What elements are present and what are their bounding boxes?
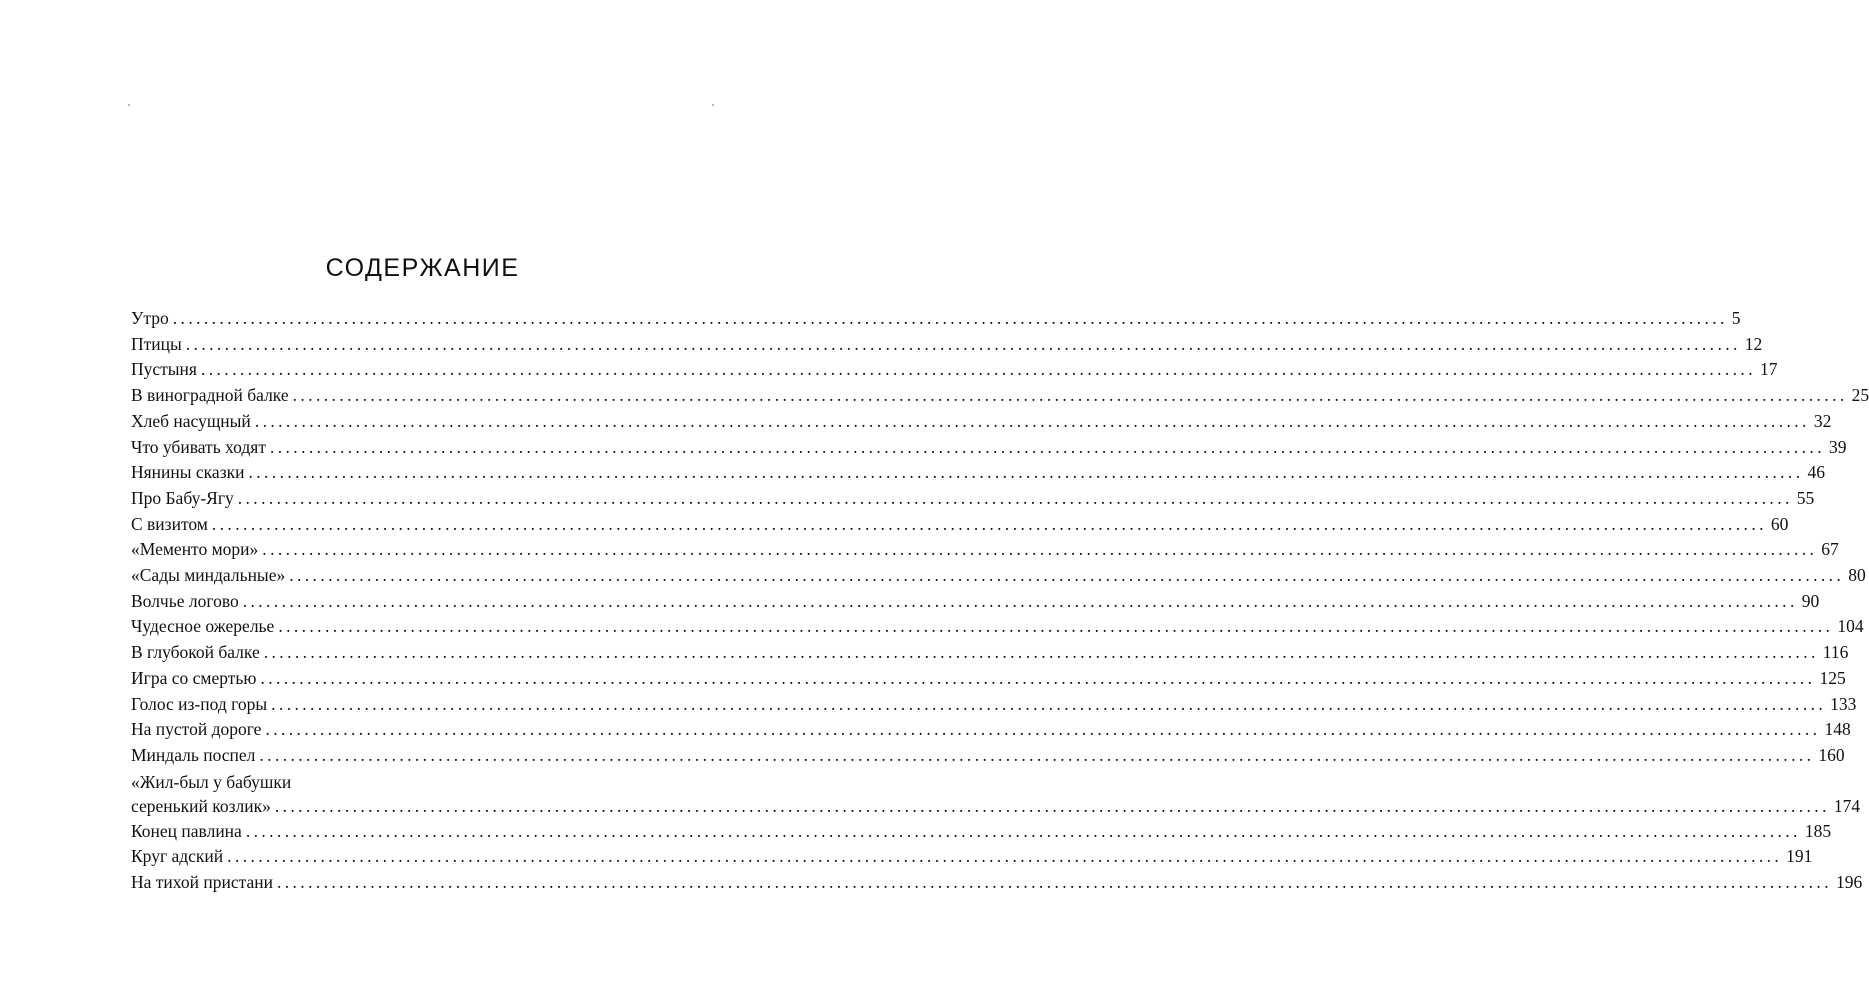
toc-entry-title: Нянины сказки — [131, 462, 245, 483]
toc-entry-page: 160 — [1818, 744, 1845, 765]
dot-leader: ........................................................................................................................................................................................................ — [248, 462, 1804, 483]
toc-entry-page: 60 — [1770, 513, 1789, 534]
dot-leader: ........................................................................................................................................................................................................ — [274, 795, 1830, 816]
toc-entry-title: Хлеб насущный — [131, 410, 251, 431]
toc-entry-page: 39 — [1828, 436, 1847, 457]
toc-entry — [131, 332, 1763, 358]
dot-leader: ........................................................................................................................................................................................................ — [227, 846, 1783, 867]
toc-entry — [131, 870, 1863, 896]
toc-entry-page: 67 — [1821, 539, 1839, 560]
toc-entry-page: 148 — [1824, 719, 1851, 740]
toc-entry-title-line1: «Жил-был у бабушки — [131, 771, 292, 792]
dot-leader: ........................................................................................................................................................................................................ — [271, 693, 1827, 714]
dot-leader: ........................................................................................................................................................................................................ — [237, 487, 1793, 508]
toc-entry — [131, 512, 1789, 538]
dot-leader: ........................................................................................................................................................................................................ — [262, 539, 1818, 560]
toc-entry — [131, 357, 1778, 383]
toc-entry-title: «Сады миндальные» — [131, 565, 286, 586]
toc-entry — [131, 563, 1866, 589]
toc-entry — [131, 589, 1820, 615]
dot-leader: ........................................................................................................................................................................................................ — [245, 820, 1801, 841]
dot-leader: ........................................................................................................................................................................................................ — [292, 385, 1848, 406]
table-of-contents — [131, 306, 1869, 896]
toc-entry-title: «Мементо мори» — [131, 539, 259, 560]
toc-entry-title: В виноградной балке — [131, 385, 289, 406]
toc-entry — [131, 306, 1741, 332]
dot-leader: ........................................................................................................................................................................................................ — [276, 872, 1832, 893]
toc-entry — [131, 460, 1825, 486]
toc-entry-title: Игра со смертью — [131, 667, 257, 688]
toc-entry-page: 196 — [1835, 872, 1863, 893]
dot-leader: ........................................................................................................................................................................................................ — [260, 667, 1816, 688]
toc-entry-page: 185 — [1804, 820, 1832, 841]
page-title: СОДЕРЖАНИЕ — [325, 254, 520, 282]
toc-entry-page: 55 — [1796, 487, 1815, 508]
toc-entry-title: С визитом — [131, 513, 208, 534]
dot-leader: ........................................................................................................................................................................................................ — [289, 565, 1845, 586]
toc-entry-second-row — [131, 794, 1861, 818]
dot-leader: ........................................................................................................................................................................................................ — [265, 719, 1821, 740]
toc-entry — [131, 844, 1813, 870]
toc-entry — [131, 409, 1832, 435]
toc-entry — [131, 486, 1815, 512]
dot-leader: ........................................................................................................................................................................................................ — [259, 744, 1815, 765]
toc-entry-page: 174 — [1833, 795, 1861, 816]
dot-leader: ........................................................................................................................................................................................................ — [278, 616, 1834, 637]
toc-entry — [131, 692, 1857, 718]
corner-mark-left — [128, 104, 130, 106]
toc-entry-title: Голос из-под горы — [131, 693, 268, 714]
toc-entry-title: Волчье логово — [131, 590, 239, 611]
toc-entry-page: 17 — [1759, 359, 1778, 380]
toc-entry — [131, 537, 1839, 563]
dot-leader: ........................................................................................................................................................................................................ — [172, 308, 1728, 328]
dot-leader: ........................................................................................................................................................................................................ — [200, 359, 1756, 380]
toc-entry-title: Миндаль поспел — [131, 744, 256, 765]
toc-entry-page: 104 — [1837, 616, 1864, 637]
toc-entry-title: Про Бабу-Ягу — [131, 487, 234, 508]
dot-leader: ........................................................................................................................................................................................................ — [269, 436, 1825, 457]
toc-entry — [131, 770, 1861, 818]
dot-leader: ........................................................................................................................................................................................................ — [211, 513, 1767, 534]
toc-entry-page: 125 — [1819, 667, 1846, 688]
toc-entry-title: Птицы — [131, 333, 182, 354]
toc-entry-title: Что убивать ходят — [131, 436, 266, 457]
dot-leader: ........................................................................................................................................................................................................ — [242, 590, 1798, 611]
toc-entry-page: 191 — [1786, 846, 1813, 867]
dot-leader: ........................................................................................................................................................................................................ — [263, 642, 1819, 663]
toc-entry-page: 80 — [1848, 565, 1866, 586]
toc-entry-page: 32 — [1813, 410, 1832, 431]
toc-entry-title: Утро — [131, 308, 169, 328]
dot-leader: ........................................................................................................................................................................................................ — [254, 410, 1810, 431]
toc-entry-page: 46 — [1807, 462, 1825, 483]
corner-mark-right — [712, 104, 714, 106]
toc-entry-page: 90 — [1801, 590, 1820, 611]
toc-entry-title: На тихой пристани — [131, 872, 273, 893]
toc-entry-title: На пустой дороге — [131, 719, 262, 740]
toc-entry-title: В глубокой балке — [131, 642, 260, 663]
toc-entry — [131, 435, 1847, 461]
toc-entry-page: 5 — [1731, 308, 1741, 328]
dot-leader: ........................................................................................................................................................................................................ — [185, 333, 1741, 354]
toc-entry-page: 25 — [1851, 385, 1869, 406]
toc-entry — [131, 614, 1864, 640]
toc-entry — [131, 666, 1846, 692]
toc-entry-title: Конец павлина — [131, 820, 242, 841]
toc-entry-page: 116 — [1822, 642, 1849, 663]
toc-entry-title-line2: серенький козлик» — [131, 795, 271, 816]
toc-entry-title: Пустыня — [131, 359, 197, 380]
toc-entry — [131, 383, 1869, 409]
toc-entry — [131, 717, 1851, 743]
toc-entry-page: 12 — [1744, 333, 1763, 354]
toc-entry-page: 133 — [1830, 693, 1857, 714]
toc-entry — [131, 640, 1849, 666]
toc-entry — [131, 819, 1832, 845]
toc-entry-title: Чудесное ожерелье — [131, 616, 275, 637]
toc-entry — [131, 743, 1845, 769]
toc-entry-title: Круг адский — [131, 846, 224, 867]
